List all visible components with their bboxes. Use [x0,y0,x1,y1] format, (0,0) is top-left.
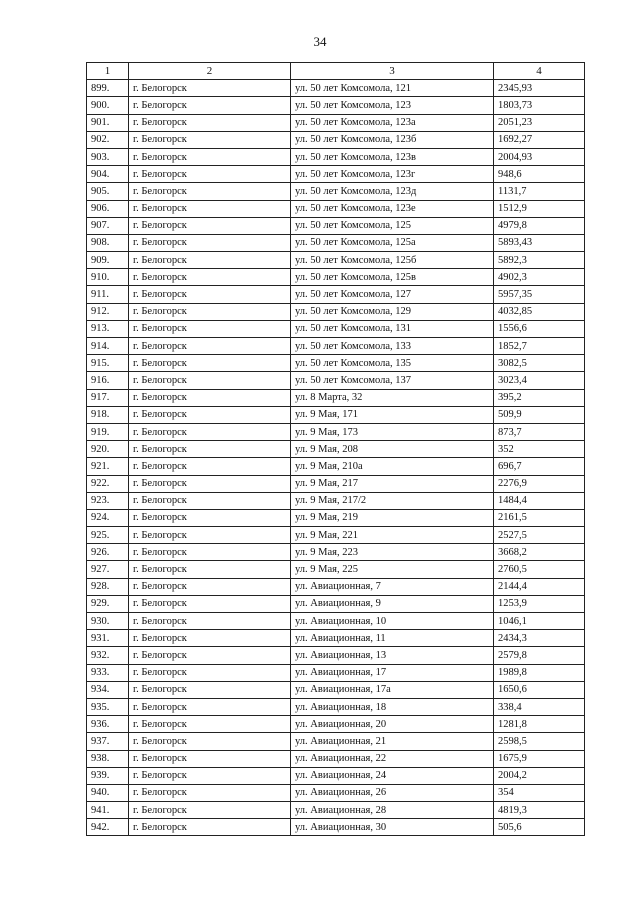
city-cell: г. Белогорск [129,681,291,698]
address-cell: ул. Авиационная, 24 [291,767,494,784]
table-row [87,750,585,767]
row-number: 916. [87,372,129,389]
value-cell: 505,6 [494,819,585,836]
city-cell: г. Белогорск [129,458,291,475]
address-cell: ул. 9 Мая, 210а [291,458,494,475]
address-cell: ул. 9 Мая, 221 [291,527,494,544]
city-cell: г. Белогорск [129,372,291,389]
value-cell: 395,2 [494,389,585,406]
address-cell: ул. Авиационная, 30 [291,819,494,836]
column-header-3: 3 [291,63,494,80]
value-cell: 2144,4 [494,578,585,595]
city-cell: г. Белогорск [129,303,291,320]
table-row [87,372,585,389]
city-cell: г. Белогорск [129,664,291,681]
city-cell: г. Белогорск [129,733,291,750]
row-number: 912. [87,303,129,320]
value-cell: 3023,4 [494,372,585,389]
row-number: 935. [87,698,129,715]
column-header-1: 1 [87,63,129,80]
table-row [87,97,585,114]
value-cell: 873,7 [494,423,585,440]
address-cell: ул. Авиационная, 21 [291,733,494,750]
table-row [87,217,585,234]
table-row [87,527,585,544]
address-cell: ул. 8 Марта, 32 [291,389,494,406]
table-header-row [87,63,585,80]
address-cell: ул. Авиационная, 13 [291,647,494,664]
value-cell: 2598,5 [494,733,585,750]
address-cell: ул. 50 лет Комсомола, 135 [291,355,494,372]
address-cell: ул. 50 лет Комсомола, 121 [291,80,494,97]
city-cell: г. Белогорск [129,183,291,200]
table-row [87,320,585,337]
address-cell: ул. 50 лет Комсомола, 125в [291,269,494,286]
value-cell: 1675,9 [494,750,585,767]
address-cell: ул. 50 лет Комсомола, 131 [291,320,494,337]
row-number: 934. [87,681,129,698]
row-number: 908. [87,234,129,251]
row-number: 909. [87,252,129,269]
row-number: 929. [87,595,129,612]
row-number: 913. [87,320,129,337]
value-cell: 2579,8 [494,647,585,664]
city-cell: г. Белогорск [129,716,291,733]
table-row [87,475,585,492]
address-cell: ул. Авиационная, 7 [291,578,494,595]
city-cell: г. Белогорск [129,252,291,269]
address-cell: ул. 50 лет Комсомола, 129 [291,303,494,320]
table-row [87,595,585,612]
row-number: 900. [87,97,129,114]
address-cell: ул. 50 лет Комсомола, 125б [291,252,494,269]
table-row [87,509,585,526]
address-cell: ул. 50 лет Комсомола, 133 [291,338,494,355]
table-row [87,578,585,595]
table-row [87,458,585,475]
city-cell: г. Белогорск [129,819,291,836]
address-cell: ул. Авиационная, 9 [291,595,494,612]
address-cell: ул. Авиационная, 22 [291,750,494,767]
row-number: 906. [87,200,129,217]
value-cell: 948,6 [494,166,585,183]
city-cell: г. Белогорск [129,441,291,458]
city-cell: г. Белогорск [129,784,291,801]
value-cell: 4032,85 [494,303,585,320]
city-cell: г. Белогорск [129,492,291,509]
row-number: 932. [87,647,129,664]
city-cell: г. Белогорск [129,148,291,165]
value-cell: 2051,23 [494,114,585,131]
row-number: 938. [87,750,129,767]
address-cell: ул. 9 Мая, 171 [291,406,494,423]
city-cell: г. Белогорск [129,613,291,630]
city-cell: г. Белогорск [129,80,291,97]
table-row [87,664,585,681]
address-cell: ул. Авиационная, 26 [291,784,494,801]
table-row [87,252,585,269]
table-row [87,733,585,750]
address-cell: ул. 50 лет Комсомола, 127 [291,286,494,303]
row-number: 936. [87,716,129,733]
row-number: 928. [87,578,129,595]
value-cell: 1556,6 [494,320,585,337]
row-number: 926. [87,544,129,561]
city-cell: г. Белогорск [129,767,291,784]
table-row [87,716,585,733]
value-cell: 4979,8 [494,217,585,234]
row-number: 919. [87,423,129,440]
city-cell: г. Белогорск [129,166,291,183]
address-cell: ул. 50 лет Комсомола, 123б [291,131,494,148]
value-cell: 3082,5 [494,355,585,372]
table-row [87,148,585,165]
city-cell: г. Белогорск [129,561,291,578]
city-cell: г. Белогорск [129,97,291,114]
address-table [86,62,585,836]
value-cell: 1989,8 [494,664,585,681]
value-cell: 5893,43 [494,234,585,251]
value-cell: 4819,3 [494,802,585,819]
value-cell: 2004,93 [494,148,585,165]
row-number: 923. [87,492,129,509]
address-cell: ул. 9 Мая, 223 [291,544,494,561]
value-cell: 1512,9 [494,200,585,217]
row-number: 939. [87,767,129,784]
city-cell: г. Белогорск [129,217,291,234]
table-row [87,819,585,836]
table-row [87,131,585,148]
table-row [87,681,585,698]
table-body [87,80,585,836]
city-cell: г. Белогорск [129,269,291,286]
city-cell: г. Белогорск [129,114,291,131]
value-cell: 1650,6 [494,681,585,698]
city-cell: г. Белогорск [129,406,291,423]
row-number: 920. [87,441,129,458]
value-cell: 4902,3 [494,269,585,286]
city-cell: г. Белогорск [129,234,291,251]
address-cell: ул. Авиационная, 11 [291,630,494,647]
city-cell: г. Белогорск [129,509,291,526]
table-row [87,234,585,251]
value-cell: 354 [494,784,585,801]
address-cell: ул. Авиационная, 17а [291,681,494,698]
table-row [87,80,585,97]
row-number: 904. [87,166,129,183]
row-number: 930. [87,613,129,630]
address-cell: ул. 9 Мая, 225 [291,561,494,578]
address-cell: ул. 9 Мая, 173 [291,423,494,440]
column-header-2: 2 [129,63,291,80]
row-number: 921. [87,458,129,475]
address-cell: ул. Авиационная, 18 [291,698,494,715]
value-cell: 338,4 [494,698,585,715]
table-row [87,389,585,406]
address-cell: ул. 9 Мая, 208 [291,441,494,458]
value-cell: 1281,8 [494,716,585,733]
row-number: 910. [87,269,129,286]
value-cell: 352 [494,441,585,458]
table-row [87,784,585,801]
table-row [87,355,585,372]
value-cell: 2760,5 [494,561,585,578]
value-cell: 696,7 [494,458,585,475]
table-row [87,630,585,647]
value-cell: 2004,2 [494,767,585,784]
value-cell: 2161,5 [494,509,585,526]
value-cell: 2345,93 [494,80,585,97]
table-row [87,492,585,509]
value-cell: 2434,3 [494,630,585,647]
address-cell: ул. Авиационная, 28 [291,802,494,819]
city-cell: г. Белогорск [129,200,291,217]
city-cell: г. Белогорск [129,544,291,561]
city-cell: г. Белогорск [129,475,291,492]
table-row [87,423,585,440]
table-row [87,269,585,286]
row-number: 941. [87,802,129,819]
row-number: 933. [87,664,129,681]
row-number: 927. [87,561,129,578]
address-cell: ул. 50 лет Комсомола, 123д [291,183,494,200]
row-number: 901. [87,114,129,131]
table-row [87,613,585,630]
row-number: 925. [87,527,129,544]
address-cell: ул. 9 Мая, 217 [291,475,494,492]
value-cell: 509,9 [494,406,585,423]
value-cell: 3668,2 [494,544,585,561]
value-cell: 1253,9 [494,595,585,612]
row-number: 942. [87,819,129,836]
table-row [87,544,585,561]
city-cell: г. Белогорск [129,355,291,372]
city-cell: г. Белогорск [129,630,291,647]
address-cell: ул. 9 Мая, 217/2 [291,492,494,509]
table-row [87,767,585,784]
row-number: 940. [87,784,129,801]
table-row [87,183,585,200]
city-cell: г. Белогорск [129,578,291,595]
value-cell: 1484,4 [494,492,585,509]
address-cell: ул. 50 лет Комсомола, 123в [291,148,494,165]
address-cell: ул. Авиационная, 17 [291,664,494,681]
address-cell: ул. 9 Мая, 219 [291,509,494,526]
city-cell: г. Белогорск [129,750,291,767]
table-row [87,406,585,423]
table-row [87,286,585,303]
city-cell: г. Белогорск [129,595,291,612]
address-cell: ул. 50 лет Комсомола, 123 [291,97,494,114]
address-cell: ул. 50 лет Комсомола, 123е [291,200,494,217]
row-number: 907. [87,217,129,234]
table-row [87,802,585,819]
city-cell: г. Белогорск [129,389,291,406]
table-row [87,166,585,183]
value-cell: 1131,7 [494,183,585,200]
table-row [87,561,585,578]
row-number: 911. [87,286,129,303]
value-cell: 1852,7 [494,338,585,355]
city-cell: г. Белогорск [129,320,291,337]
address-cell: ул. Авиационная, 20 [291,716,494,733]
city-cell: г. Белогорск [129,647,291,664]
value-cell: 1046,1 [494,613,585,630]
row-number: 903. [87,148,129,165]
value-cell: 5892,3 [494,252,585,269]
address-cell: ул. 50 лет Комсомола, 123а [291,114,494,131]
table-row [87,338,585,355]
row-number: 918. [87,406,129,423]
address-cell: ул. Авиационная, 10 [291,613,494,630]
table-row [87,441,585,458]
value-cell: 1692,27 [494,131,585,148]
column-header-4: 4 [494,63,585,80]
value-cell: 2276,9 [494,475,585,492]
city-cell: г. Белогорск [129,338,291,355]
row-number: 905. [87,183,129,200]
page-number: 34 [313,34,327,49]
row-number: 899. [87,80,129,97]
value-cell: 2527,5 [494,527,585,544]
address-cell: ул. 50 лет Комсомола, 137 [291,372,494,389]
address-cell: ул. 50 лет Комсомола, 125 [291,217,494,234]
row-number: 914. [87,338,129,355]
city-cell: г. Белогорск [129,286,291,303]
table-row [87,303,585,320]
table-row [87,647,585,664]
table-row [87,698,585,715]
value-cell: 1803,73 [494,97,585,114]
city-cell: г. Белогорск [129,802,291,819]
city-cell: г. Белогорск [129,698,291,715]
row-number: 922. [87,475,129,492]
city-cell: г. Белогорск [129,527,291,544]
row-number: 924. [87,509,129,526]
row-number: 937. [87,733,129,750]
city-cell: г. Белогорск [129,131,291,148]
address-cell: ул. 50 лет Комсомола, 125а [291,234,494,251]
table-row [87,114,585,131]
row-number: 915. [87,355,129,372]
row-number: 902. [87,131,129,148]
city-cell: г. Белогорск [129,423,291,440]
row-number: 931. [87,630,129,647]
value-cell: 5957,35 [494,286,585,303]
row-number: 917. [87,389,129,406]
address-cell: ул. 50 лет Комсомола, 123г [291,166,494,183]
table-row [87,200,585,217]
